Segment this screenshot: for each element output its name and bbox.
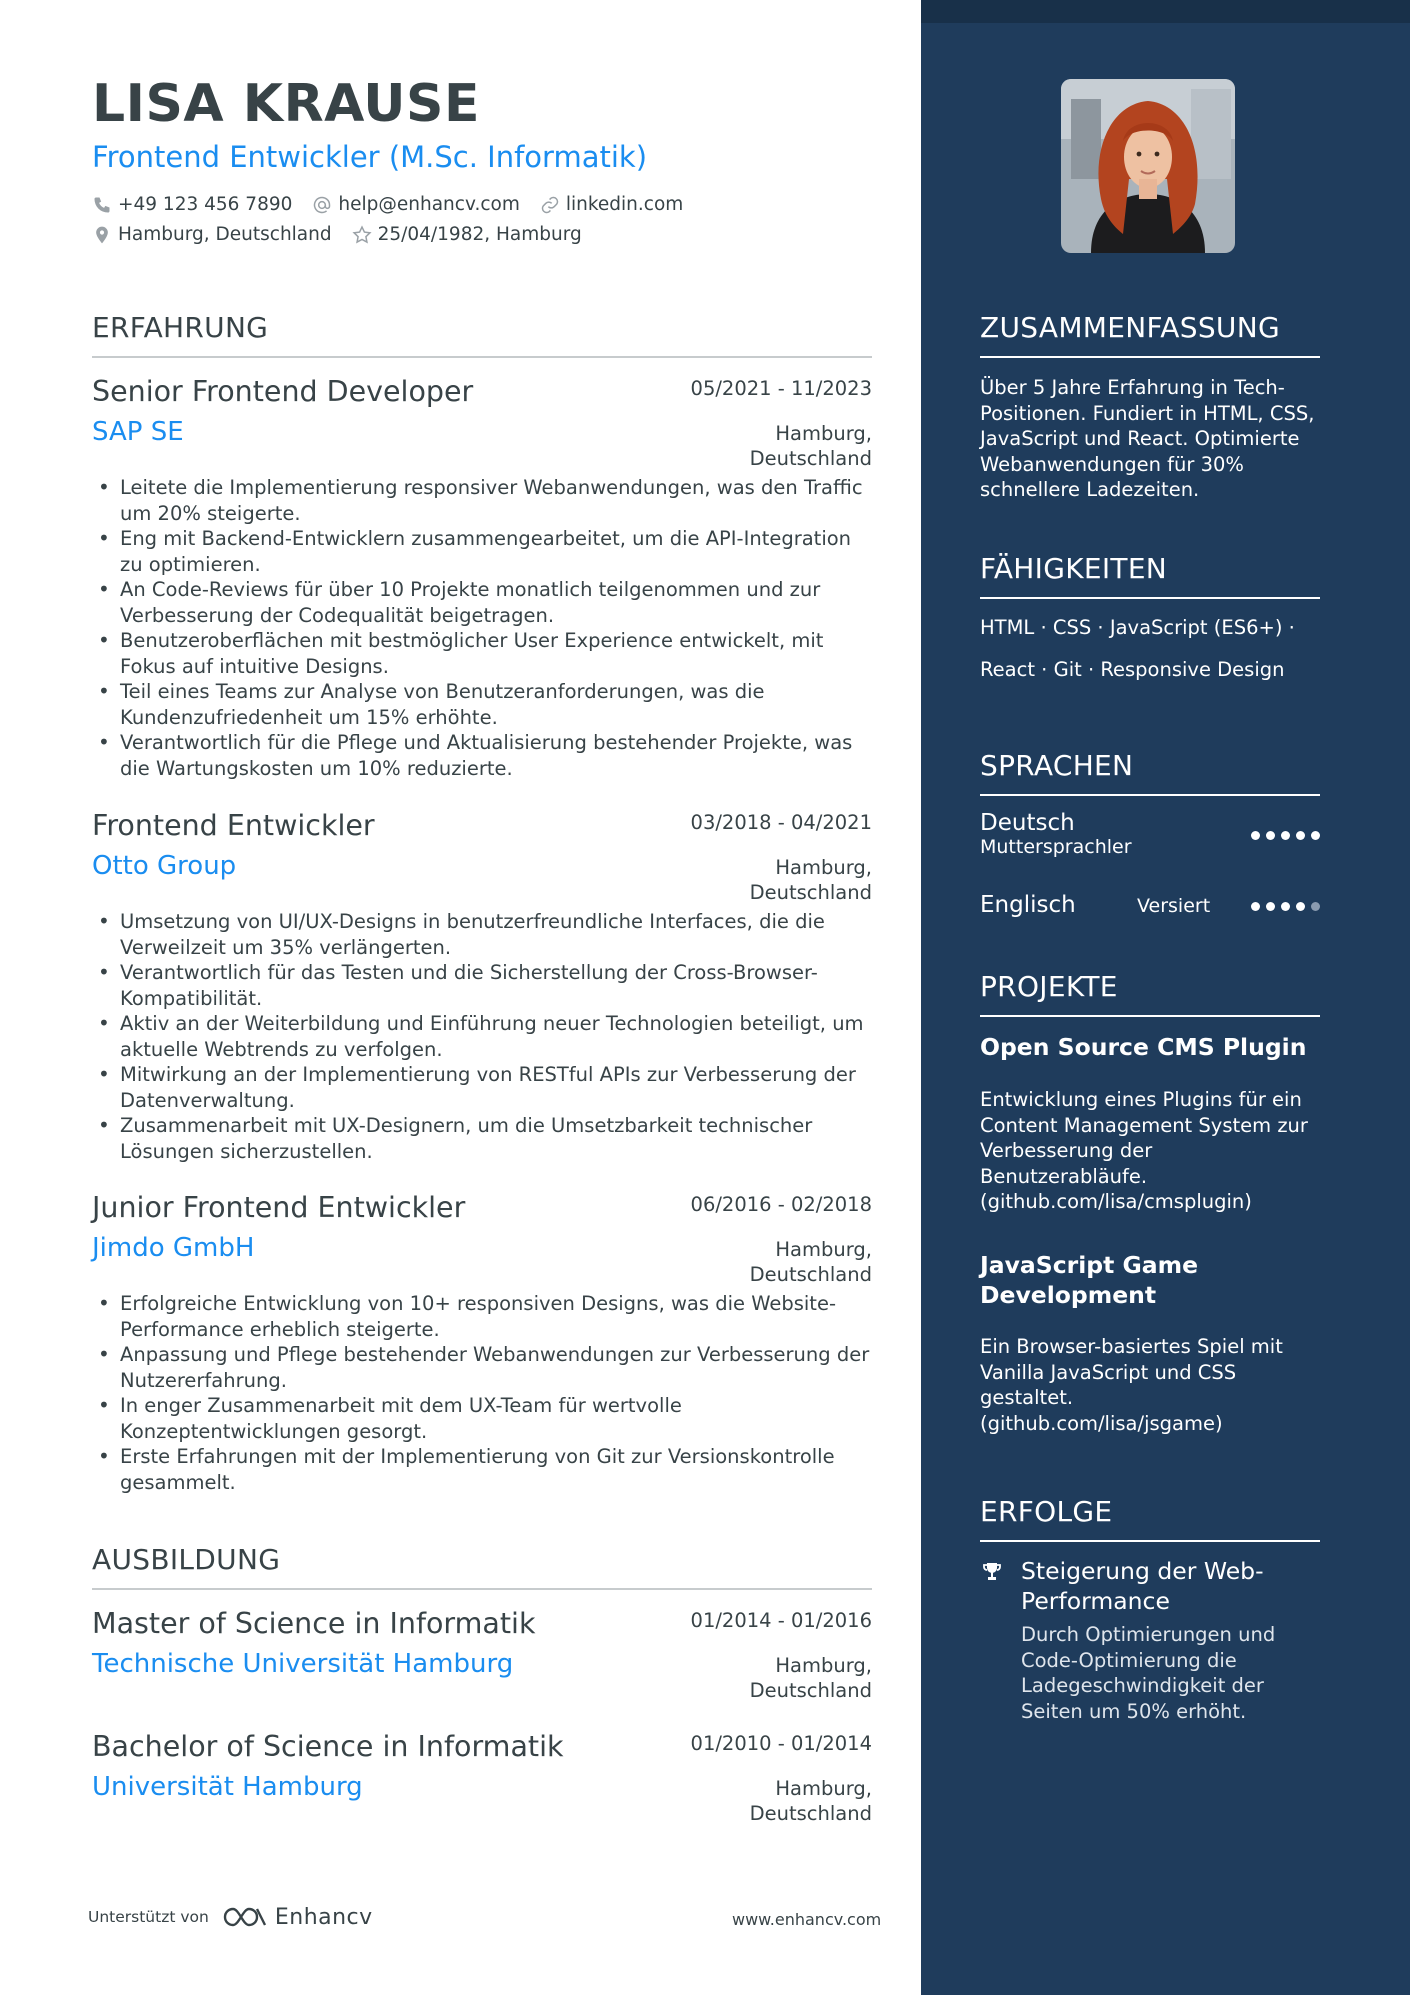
school-name: Technische Universität Hamburg bbox=[92, 1649, 514, 1679]
language-name: Deutsch bbox=[980, 810, 1075, 836]
job-company: Otto Group bbox=[92, 851, 237, 881]
at-icon bbox=[312, 195, 332, 215]
bullet-item: • Erfolgreiche Entwicklung von 10+ responsiven Designs, was die Website-Performance erheblich steigerte. bbox=[92, 1291, 872, 1342]
school-location: Hamburg, Deutschland bbox=[749, 1777, 872, 1825]
job-dates: 05/2021 - 11/2023 bbox=[690, 377, 872, 400]
bullet-item: • Mitwirkung an der Implementierung von RESTful APIs zur Verbesserung der Datenverwaltung. bbox=[92, 1062, 872, 1113]
rating-dot bbox=[1266, 902, 1275, 911]
job-bullets bbox=[92, 909, 872, 1164]
job-dates: 03/2018 - 04/2021 bbox=[690, 811, 872, 834]
phone-icon bbox=[92, 195, 112, 215]
job-title: Senior Frontend Developer bbox=[92, 375, 474, 408]
trophy-icon bbox=[980, 1560, 1004, 1584]
bullet-item: • Leitete die Implementierung responsiver Webanwendungen, was den Traffic um 20% steigerte. bbox=[92, 475, 872, 526]
rating-dot bbox=[1311, 902, 1320, 911]
job-location: Hamburg, Deutschland bbox=[749, 1238, 872, 1286]
language-rating bbox=[1245, 902, 1320, 911]
profile-photo-image bbox=[1061, 79, 1235, 253]
skills-line: React · Git · Responsive Design bbox=[980, 658, 1285, 681]
rating-dot bbox=[1296, 902, 1305, 911]
job-company: Jimdo GmbH bbox=[92, 1233, 255, 1263]
job-location: Hamburg, Deutschland bbox=[749, 856, 872, 904]
enhancv-logo[interactable] bbox=[221, 1904, 373, 1930]
rating-dot bbox=[1251, 902, 1260, 911]
footer-powered-by bbox=[88, 1904, 373, 1930]
phone-item bbox=[92, 194, 292, 215]
bullet-item: • Erste Erfahrungen mit der Implementierung von Git zur Versionskontrolle gesammelt. bbox=[92, 1444, 872, 1495]
profile-photo bbox=[1061, 79, 1235, 253]
language-name: Englisch bbox=[980, 892, 1076, 918]
rating-dot bbox=[1281, 831, 1290, 840]
email-text: help@enhancv.com bbox=[338, 194, 520, 215]
job-location: Hamburg, Deutschland bbox=[749, 422, 872, 470]
linkedin-item[interactable] bbox=[540, 194, 683, 215]
phone-text: +49 123 456 7890 bbox=[118, 194, 293, 215]
language-item bbox=[980, 892, 1320, 926]
language-level: Versiert bbox=[1137, 895, 1211, 917]
job-bullets bbox=[92, 475, 872, 781]
achievement-title: Steigerung der Web-Performance bbox=[1021, 1557, 1264, 1615]
footer-url[interactable]: www.enhancv.com bbox=[732, 1910, 882, 1929]
language-rating bbox=[1245, 831, 1320, 840]
birth-item bbox=[352, 224, 582, 245]
bullet-item: • Benutzeroberflächen mit bestmöglicher User Experience entwickelt, mit Fokus auf intuitive Designs. bbox=[92, 628, 872, 679]
job-dates: 06/2016 - 02/2018 bbox=[690, 1193, 872, 1216]
bullet-item: • In enger Zusammenarbeit mit dem UX-Team für wertvolle Konzeptentwicklungen gesorgt. bbox=[92, 1393, 872, 1444]
rating-dot bbox=[1251, 831, 1260, 840]
education-dates: 01/2010 - 01/2014 bbox=[690, 1732, 872, 1755]
school-name: Universität Hamburg bbox=[92, 1772, 363, 1802]
project-title: JavaScript Game Development bbox=[980, 1251, 1199, 1309]
bullet-item: • Eng mit Backend-Entwicklern zusammengearbeitet, um die API-Integration zu optimieren. bbox=[92, 526, 872, 577]
job-entry bbox=[92, 1191, 872, 1511]
bullet-item: • Verantwortlich für das Testen und die Sicherstellung der Cross-Browser-Kompatibilität. bbox=[92, 960, 872, 1011]
job-title: Junior Frontend Entwickler bbox=[92, 1191, 466, 1224]
enhancv-logo-icon bbox=[221, 1904, 269, 1930]
languages-section-title: SPRACHEN bbox=[980, 749, 1320, 796]
job-bullets bbox=[92, 1291, 872, 1495]
linkedin-text: linkedin.com bbox=[565, 194, 684, 215]
rating-dot bbox=[1266, 831, 1275, 840]
location-item bbox=[92, 224, 332, 245]
achievements-section-title: ERFOLGE bbox=[980, 1495, 1320, 1542]
powered-by-text: Unterstützt von bbox=[88, 1908, 209, 1926]
bullet-item: • Aktiv an der Weiterbildung und Einführung neuer Technologien beteiligt, um aktuelle Webtrends zu verfolgen. bbox=[92, 1011, 872, 1062]
sidebar bbox=[921, 0, 1410, 1995]
achievement-description: Durch Optimierungen und Code-Optimierung die Ladegeschwindigkeit der Seiten um 50% erhöht. bbox=[1021, 1623, 1276, 1723]
experience-section-title: ERFAHRUNG bbox=[92, 311, 872, 358]
sidebar-top-strip bbox=[921, 0, 1410, 23]
education-entry bbox=[92, 1730, 872, 1840]
star-icon bbox=[352, 225, 372, 245]
skills-list bbox=[980, 607, 1320, 691]
enhancv-logo-text: Enhancv bbox=[274, 1904, 373, 1930]
bullet-item: • Verantwortlich für die Pflege und Aktualisierung bestehender Projekte, was die Wartungskosten um 10% reduzierte. bbox=[92, 730, 872, 781]
birth-text: 25/04/1982, Hamburg bbox=[377, 224, 582, 245]
contact-row-2 bbox=[92, 224, 602, 245]
rating-dot bbox=[1281, 902, 1290, 911]
summary-text: Über 5 Jahre Erfahrung in Tech-Positionen. Fundiert in HTML, CSS, JavaScript und React. Optimierte Webanwendungen für 30% schnellere Ladezeiten. bbox=[980, 376, 1315, 501]
skills-section-title: FÄHIGKEITEN bbox=[980, 552, 1320, 599]
education-dates: 01/2014 - 01/2016 bbox=[690, 1609, 872, 1632]
education-section-title: AUSBILDUNG bbox=[92, 1543, 872, 1590]
job-title: Frontend Entwickler bbox=[92, 809, 375, 842]
location-text: Hamburg, Deutschland bbox=[118, 224, 332, 245]
project-title: Open Source CMS Plugin bbox=[980, 1033, 1307, 1061]
rating-dot bbox=[1311, 831, 1320, 840]
link-icon bbox=[540, 195, 560, 215]
candidate-role: Frontend Entwickler (M.Sc. Informatik) bbox=[92, 140, 648, 174]
bullet-item: • Umsetzung von UI/UX-Designs in benutzerfreundliche Interfaces, die die Verweilzeit um 35% verlängerten. bbox=[92, 909, 872, 960]
location-pin-icon bbox=[92, 225, 112, 245]
job-entry bbox=[92, 375, 872, 795]
school-location: Hamburg, Deutschland bbox=[749, 1654, 872, 1702]
email-item[interactable] bbox=[312, 194, 519, 215]
candidate-name: LISA KRAUSE bbox=[92, 74, 480, 134]
project-description: Entwicklung eines Plugins für ein Content Management System zur Verbesserung der Benutzerabläufe. (github.com/lisa/cmsplugin) bbox=[980, 1088, 1308, 1213]
skills-line: HTML · CSS · JavaScript (ES6+) · bbox=[980, 616, 1295, 639]
summary-section-title: ZUSAMMENFASSUNG bbox=[980, 311, 1320, 358]
education-entry bbox=[92, 1607, 872, 1717]
bullet-item: • An Code-Reviews für über 10 Projekte monatlich teilgenommen und zur Verbesserung der Codequalität beigetragen. bbox=[92, 577, 872, 628]
degree-title: Master of Science in Informatik bbox=[92, 1607, 536, 1640]
language-item bbox=[980, 810, 1320, 866]
bullet-item: • Zusammenarbeit mit UX-Designern, um die Umsetzbarkeit technischer Lösungen sicherzustellen. bbox=[92, 1113, 872, 1164]
language-level: Muttersprachler bbox=[980, 836, 1132, 858]
degree-title: Bachelor of Science in Informatik bbox=[92, 1730, 564, 1763]
job-company: SAP SE bbox=[92, 417, 184, 447]
rating-dot bbox=[1296, 831, 1305, 840]
bullet-item: • Teil eines Teams zur Analyse von Benutzeranforderungen, was die Kundenzufriedenheit um 15% erhöhte. bbox=[92, 679, 872, 730]
contact-row-1 bbox=[92, 194, 703, 215]
projects-section-title: PROJEKTE bbox=[980, 970, 1320, 1017]
bullet-item: • Anpassung und Pflege bestehender Webanwendungen zur Verbesserung der Nutzererfahrung. bbox=[92, 1342, 872, 1393]
job-entry bbox=[92, 809, 872, 1179]
achievement-item bbox=[980, 1556, 1320, 1736]
project-description: Ein Browser-basiertes Spiel mit Vanilla JavaScript und CSS gestaltet. (github.com/lisa/jsgame) bbox=[980, 1335, 1283, 1435]
